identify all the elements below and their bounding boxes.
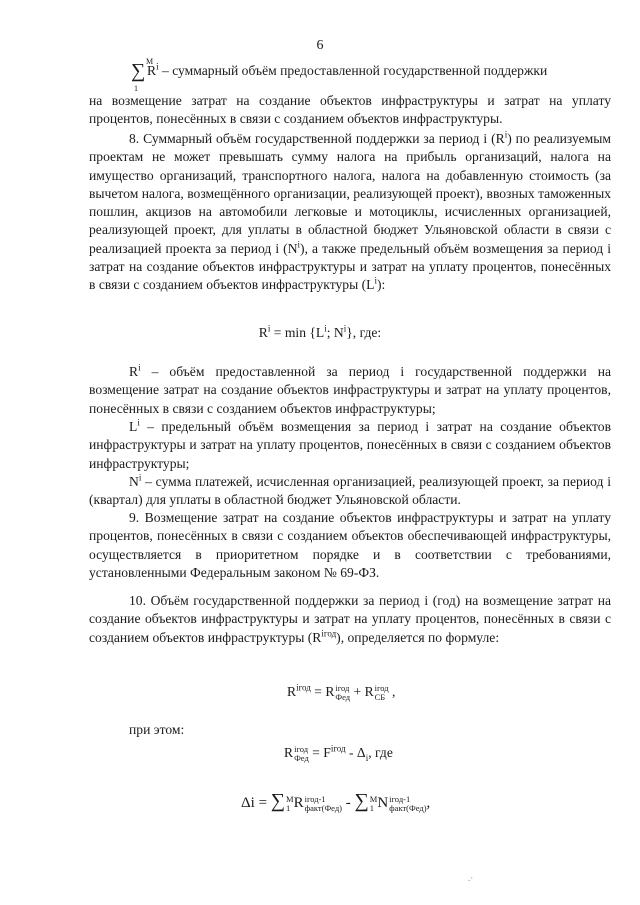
formula-r-min [0,325,640,341]
definition-n [89,473,611,510]
f1-n-sup: i [343,323,347,334]
f4-n-sub: факт(Фед) [389,802,427,813]
f2-t2-sup: iгод [374,683,389,693]
sum-var-sup: i [156,61,159,72]
paragraph-9: 9. Возмещение затрат на создание объектов инфраструктуры и затрат на уплату процентов, понесённых в связи с созданием объектов обеспечивающей инфраструктуры, осуществляется в приоритетном порядке и в соответствии с требованиями, установленными Федеральным законом № 69-ФЗ. [89,510,611,580]
sum-symbol: ∑ [131,60,146,82]
paragraph-8 [89,130,611,295]
sum-definition-text: – суммарный объём предоставленной государственной поддержки [158,63,548,78]
f4-sum1-bot: 1 [286,802,291,813]
f1-end: }, где: [346,325,382,340]
f4-sum1-limits [286,795,294,813]
p8-sup-c: i [374,275,377,286]
def-l-sup: i [137,417,140,428]
f4-sum-1: ∑ [270,790,286,812]
f2-end: , [388,684,396,700]
p10-text-b: ), определяется по формуле: [336,629,500,645]
def-l-var: L [129,419,138,434]
f2-t1-sub: Фед [335,692,351,702]
f4-sum2-top: M [369,793,378,804]
scan-mark: .· [468,873,474,883]
f4-r: R [293,795,304,811]
sum-definition-line [147,63,547,79]
f1-l-sup: i [324,323,327,334]
def-r-var: R [129,364,139,379]
sum-lower-limit: 1 [134,84,138,93]
f4-sum1-top: M [286,793,294,804]
p8-sup-b: i [297,239,301,250]
sum-definition-continuation: на возмещение затрат на создание объектов инфраструктуры и затрат на уплату процентов, понесённых в связи с созданием объектов инфраструктуры. [89,93,611,127]
f4-sum-2: ∑ [354,790,369,812]
f4-r-indices [305,795,342,813]
p8-text-a: 8. Суммарный объём государственной поддержки за период i (R [129,131,505,146]
def-r-sup: i [138,362,141,373]
f1-min: = min {L [270,325,325,340]
p10-sup: iгод [321,628,337,639]
p8-text-c: ), а также предельный объём возмещения за период i затрат на создание объектов инфраструктуры и затрат на уплату процентов, понесённых в связи с созданием объектов инфраструктуры (L [89,240,612,293]
f2-eq: = R [310,684,335,700]
f1-n: ; N [326,325,344,340]
f2-t2-indices [375,684,389,702]
f1-r: R [258,325,268,340]
sum-upper-limit: M [146,57,154,66]
f4-sum2-bot: 1 [369,802,375,813]
f4-r-sup: iгод-1 [304,793,326,804]
formula-r-fed [284,745,393,763]
p8-text-b: ) по реализуемым проектам не может превышать сумму налога на прибыль организаций, налога на имущество организаций, транспортного налога, налога на добавленную стоимость (за вычетом налога, возмещённого организации, реализующей проект), ввозных таможенных пошлин, акцизов на автомобили легковые и мотоциклы, исчисленных организацией, реализующей проект, для уплаты в областной бюджет Ульяновской области в связи с реализацией проекта за период i (N [89,131,611,256]
f4-minus: - [342,795,355,811]
definition-l [89,418,611,473]
p8-sup-a: i [504,129,508,140]
f3-minus: - Δ [345,745,366,761]
f3-lhs-indices [294,745,309,763]
paragraph-10 [89,592,611,647]
f3-lhs-sup: iгод [294,744,309,754]
formula-r-igod [287,684,395,702]
def-l-text: – предельный объём возмещения за период i затрат на создание объектов инфраструктуры и затрат на уплату процентов, понесённых в связи с созданием объектов инфраструктуры; [89,419,611,471]
def-n-var: N [129,474,139,489]
sum-var: R [147,63,157,78]
f2-t1-sup: iгод [335,683,350,693]
def-n-text: – сумма платежей, исчисленная организацией, реализующей проект, за период i (квартал) для уплаты в областной бюджет Ульяновской области. [89,474,611,508]
f4-n-sup: iгод-1 [389,793,411,804]
f2-lhs-sup: iгод [296,682,311,693]
pri-etom-label: при этом: [129,722,185,737]
p8-text-d: ): [376,277,386,293]
f3-lhs-sub: Фед [294,753,309,763]
f2-t2-sub: СБ [374,692,386,702]
f4-lhs: Δi = [241,795,271,811]
f3-lhs: R [284,745,294,761]
f4-end: , [426,795,431,811]
f4-n-indices [389,795,426,813]
f3-eq: = F [308,745,331,761]
def-r-text: – объём предоставленной за период i государственной поддержки на возмещение затрат на создание объектов инфраструктуры и затрат на уплату процентов, понесённых в связи с созданием объектов инфраструктуры; [89,364,611,416]
f3-f-sup: iгод [330,743,346,754]
f3-delta-sub: i [365,752,369,763]
f3-end: , где [368,745,393,761]
page-number: 6 [316,38,324,53]
p10-text-a: 10. Объём государственной поддержки за период i (год) на возмещение затрат на создание объектов инфраструктуры и затрат на уплату процентов, понесённых в связи с созданием объектов инфраструктуры (R [89,593,611,645]
f2-lhs: R [287,684,297,700]
f2-t1-indices [335,684,350,702]
f1-r-sup: i [267,323,271,334]
formula-delta [241,790,430,813]
def-n-sup: i [138,472,142,483]
f2-plus: + R [350,684,374,700]
f4-n: N [377,795,389,811]
definition-r [89,363,611,418]
f4-r-sub: факт(Фед) [304,802,342,813]
